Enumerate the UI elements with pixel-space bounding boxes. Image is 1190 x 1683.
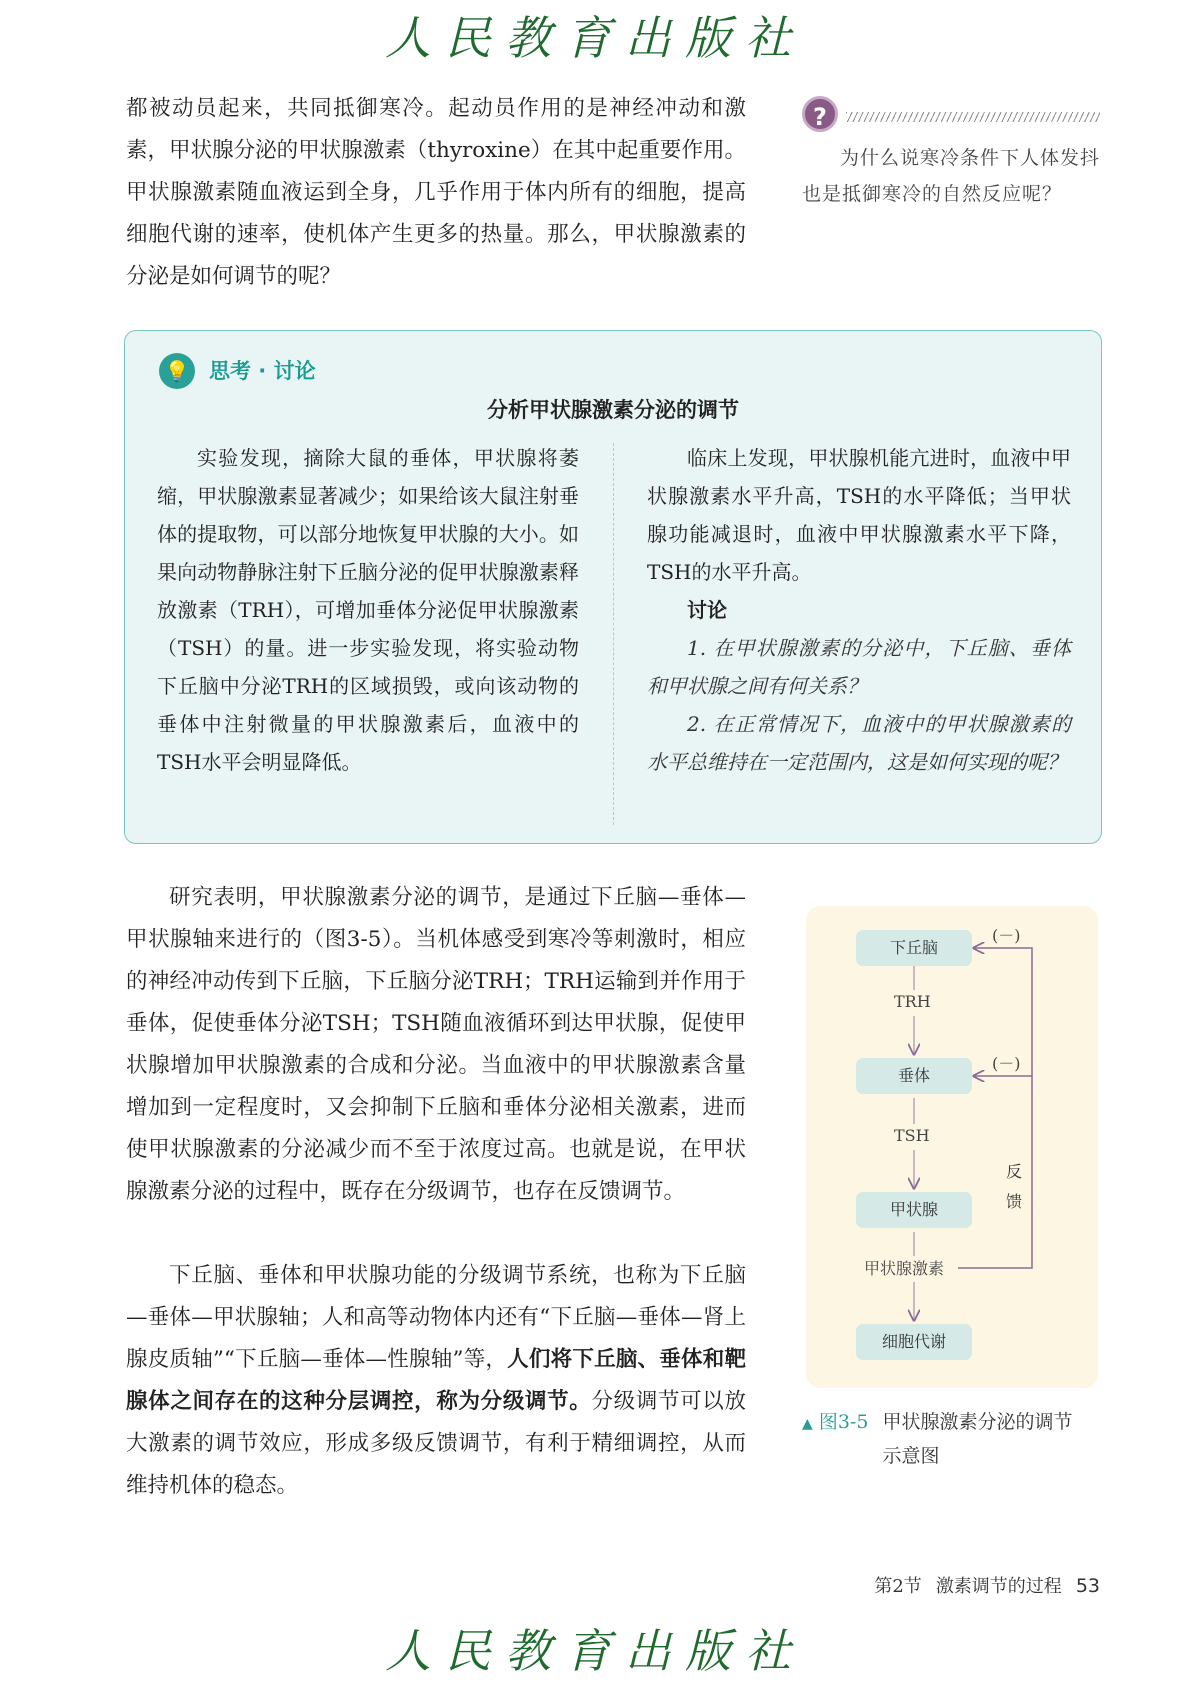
diagram-connectors [806, 906, 1098, 1388]
page-number: 53 [1075, 1575, 1100, 1597]
negative-sign-1: (－) [992, 926, 1021, 945]
discussion-heading: 讨论 [687, 598, 727, 622]
think-discuss-box [124, 330, 1102, 844]
hatch-divider [846, 112, 1100, 122]
para3-tail: 分级调节可以放大激素的调节效应，形成多级反馈调节，有利于精细调控，从而维持机体的稳态。 [126, 1389, 746, 1498]
think-discuss-title: 分析甲状腺激素分泌的调节 [487, 398, 739, 422]
feedback-label-2: 馈 [1005, 1192, 1022, 1211]
discussion-question-2: 2. 在正常情况下，血液中的甲状腺激素的水平总维持在一定范围内，这是如何实现的呢？ [647, 712, 1071, 774]
think-left-column: 实验发现，摘除大鼠的垂体，甲状腺将萎缩，甲状腺激素显著减少；如果给该大鼠注射垂体的提取物，可以部分地恢复甲状腺的大小。如果向动物静脉注射下丘脑分泌的促甲状腺激素释放激素（TRH），可增加垂体分泌促甲状腺激素（TSH）的量。进一步实验发现，将实验动物下丘脑中分泌TRH的区域损毁，或向该动物的垂体中注射微量的甲状腺激素后，血液中的TSH水平会明显降低。 [157, 446, 579, 774]
figure-caption-text: 甲状腺激素分泌的调节示意图 [882, 1411, 1073, 1467]
publisher-watermark-top: 人民教育出版社 [385, 11, 805, 65]
footer-section: 第2节 [874, 1576, 922, 1597]
label-tsh: TSH [894, 1126, 930, 1145]
label-thyroid-hormone: 甲状腺激素 [864, 1259, 945, 1278]
label-trh: TRH [894, 992, 931, 1011]
body-paragraph-2: 研究表明，甲状腺激素分泌的调节，是通过下丘脑—垂体—甲状腺轴来进行的（图3-5）。当机体感受到寒冷等刺激时，相应的神经冲动传到下丘脑，下丘脑分泌TRH；TRH运输到并作用于垂体，促使垂体分泌TSH；TSH随血液循环到达甲状腺，促使甲状腺增加甲状腺激素的合成和分泌。当血液中的甲状腺激素含量增加到一定程度时，又会抑制下丘脑和垂体分泌相关激素，进而使甲状腺激素的分泌减少而不至于浓度过高。也就是说，在甲状腺激素分泌的过程中，既存在分级调节，也存在反馈调节。 [126, 885, 746, 1204]
node-cell-metabolism: 细胞代谢 [856, 1324, 972, 1360]
think-right-column [647, 439, 1071, 781]
page-footer [860, 1572, 1100, 1601]
body-paragraph-1: 都被动员起来，共同抵御寒冷。起动员作用的是神经冲动和激素，甲状腺分泌的甲状腺激素（thyroxine）在其中起重要作用。甲状腺激素随血液运到全身，几乎作用于体内所有的细胞，提高细胞代谢的速率，使机体产生更多的热量。那么，甲状腺激素的分泌是如何调节的呢？ [126, 96, 746, 289]
figure-caption [802, 1405, 1102, 1473]
footer-chapter: 激素调节的过程 [935, 1576, 1062, 1597]
node-pituitary: 垂体 [856, 1058, 972, 1094]
think-discuss-label: 思考 · 讨论 [209, 359, 316, 383]
side-question-text: 为什么说寒冷条件下人体发抖也是抵御寒冷的自然反应呢？ [802, 147, 1101, 205]
feedback-label-1: 反 [1005, 1162, 1022, 1181]
publisher-watermark-bottom: 人民教育出版社 [385, 1624, 805, 1678]
regulation-diagram [806, 906, 1098, 1388]
question-icon: ? [802, 96, 838, 132]
node-hypothalamus: 下丘脑 [856, 930, 972, 966]
think-right-text: 临床上发现，甲状腺机能亢进时，血液中甲状腺激素水平升高，TSH的水平降低；当甲状腺功能减退时，血液中甲状腺激素水平下降，TSH的水平升高。 [647, 446, 1071, 584]
lightbulb-icon: 💡 [159, 353, 195, 389]
para3-text: 下丘脑、垂体和甲状腺功能的分级调节系统，也称为下丘脑—垂体—甲状腺轴；人和高等动物体内还有“下丘脑—垂体—肾上腺皮质轴”“下丘脑—垂体—性腺轴”等， [126, 1263, 746, 1372]
negative-sign-2: (－) [992, 1054, 1021, 1073]
figure-number: 图3-5 [818, 1411, 869, 1433]
para3-bold-definition: 人们将下丘脑、垂体和靶腺体之间存在的这种分层调控，称为分级调节。 [126, 1347, 746, 1414]
node-thyroid: 甲状腺 [856, 1192, 972, 1228]
column-divider [613, 443, 614, 825]
body-paragraph-3 [126, 1255, 746, 1507]
discussion-question-1: 1. 在甲状腺激素的分泌中，下丘脑、垂体和甲状腺之间有何关系？ [647, 636, 1071, 698]
triangle-icon: ▲ [802, 1416, 813, 1432]
